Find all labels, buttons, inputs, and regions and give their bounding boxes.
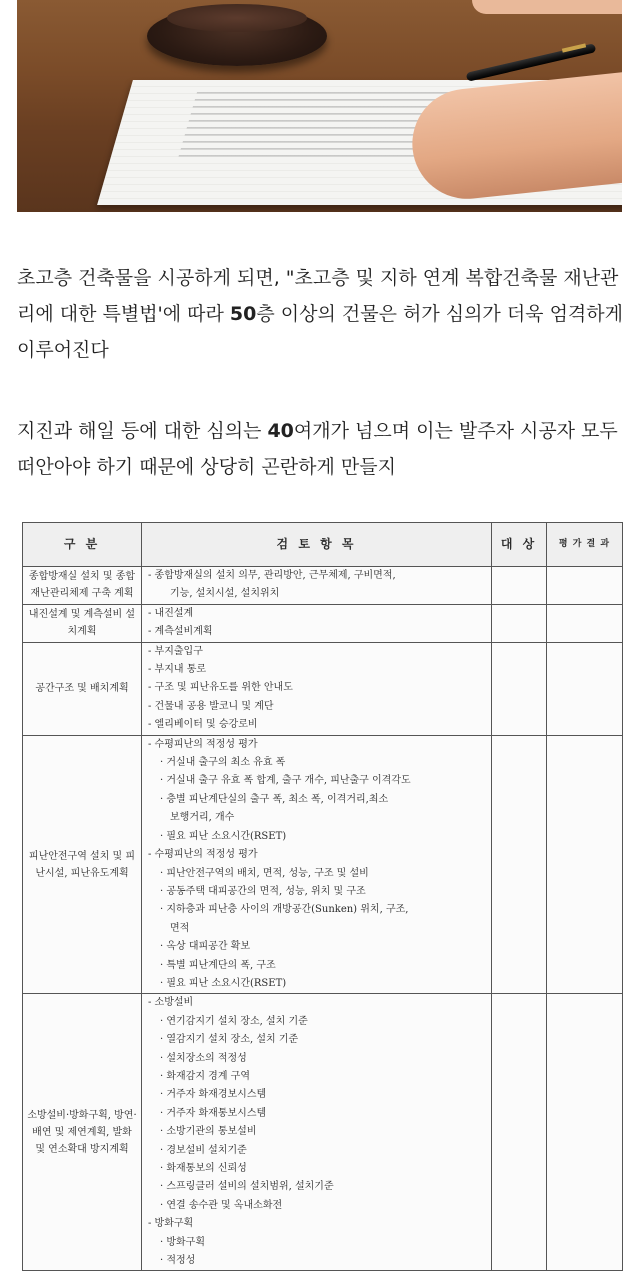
target-cell <box>492 994 547 1271</box>
target-cell <box>492 735 547 994</box>
table-header-row <box>23 523 623 567</box>
row-category: 공간구조 및 배치계획 <box>23 642 142 735</box>
table-row <box>23 735 623 994</box>
row-category: 종합방재실 설치 및 종합재난관리체제 구축 계획 <box>23 567 142 605</box>
list-item: - 내진설계 <box>148 607 194 619</box>
row-category: 피난안전구역 설치 및 피난시설, 피난유도계획 <box>23 735 142 994</box>
list-item: - 수평피난의 적정성 평가 <box>148 738 258 750</box>
row-items <box>142 604 492 642</box>
list-item: - 구조 및 피난유도를 위한 안내도 <box>148 682 293 694</box>
list-item: · 옥상 대피공간 확보 <box>160 941 250 953</box>
list-item: - 소방설비 <box>148 997 194 1009</box>
header-result: 평 가 결 과 <box>547 523 623 567</box>
list-item: · 방화구획 <box>160 1236 205 1248</box>
table-row <box>23 567 623 605</box>
result-cell <box>547 994 623 1271</box>
list-item: · 화재통보의 신뢰성 <box>160 1163 247 1174</box>
list-item: · 공동주택 대피공간의 면적, 성능, 위치 및 구조 <box>160 885 366 897</box>
row-items <box>142 642 492 735</box>
list-item: · 거실내 출구의 최소 유효 폭 <box>160 757 286 769</box>
header-target: 대 상 <box>492 523 547 567</box>
list-item: · 화재감지 경계 구역 <box>160 1070 250 1082</box>
table-row <box>23 604 623 642</box>
list-item: - 건물내 공용 발코니 및 계단 <box>148 700 274 712</box>
list-item: - 계측설비계획 <box>148 626 213 638</box>
list-item: - 부지내 통로 <box>148 664 207 676</box>
list-item: - 종합방재실의 설치 의무, 관리방안, 근무체제, 구비면적, <box>148 570 396 581</box>
list-item: - 방화구획 <box>148 1218 194 1230</box>
list-item: · 거주자 화재통보시스템 <box>160 1107 267 1119</box>
result-cell <box>547 567 623 605</box>
row-category: 소방설비·방화구획, 방연·배연 및 제연계획, 발화 및 연소확대 방지계획 <box>23 994 142 1271</box>
list-item: · 필요 피난 소요시간(RSET) <box>160 830 287 842</box>
list-item: 기능, 설치시설, 설치위치 <box>170 588 280 600</box>
row-items <box>142 735 492 994</box>
list-item: - 수평피난의 적정성 평가 <box>148 849 258 861</box>
row-category: 내진설계 및 계측설비 설치계획 <box>23 604 142 642</box>
paragraph-review-count: 지진과 해일 등에 대한 심의는 40여개가 넘으며 이는 발주자 시공자 모두 떠안아야 하기 때문에 상당히 곤란하게 만들지 <box>17 420 618 478</box>
target-cell <box>492 567 547 605</box>
hand-top <box>472 0 622 14</box>
list-item: · 연기감지기 설치 장소, 설치 기준 <box>160 1015 308 1027</box>
list-item: 면적 <box>170 922 190 934</box>
list-item: · 설치장소의 적정성 <box>160 1052 247 1064</box>
list-item: · 연결 송수관 및 옥내소화전 <box>160 1199 283 1211</box>
list-item: · 적정성 <box>160 1255 196 1267</box>
list-item: · 경보설비 설치기준 <box>160 1144 247 1156</box>
header-photo <box>17 0 622 212</box>
row-items <box>142 567 492 605</box>
list-item: · 소방기관의 통보설비 <box>160 1126 257 1138</box>
list-item: · 피난안전구역의 배치, 면적, 성능, 구조 및 설비 <box>160 867 369 879</box>
floor-count: 50 <box>229 303 257 325</box>
row-items <box>142 994 492 1271</box>
result-cell <box>547 735 623 994</box>
gavel-block-top <box>167 4 307 32</box>
review-count: 40 <box>267 420 294 442</box>
list-item: · 거실내 출구 유효 폭 합계, 출구 개수, 피난출구 이격각도 <box>160 775 411 787</box>
header-category: 구 분 <box>23 523 142 567</box>
review-checklist-table <box>22 522 623 1271</box>
list-item: - 엘리베이터 및 승강로비 <box>148 719 258 731</box>
table-row <box>23 642 623 735</box>
table-row <box>23 994 623 1271</box>
list-item: · 층별 피난계단실의 출구 폭, 최소 폭, 이격거리,최소 <box>160 793 389 805</box>
result-cell <box>547 642 623 735</box>
paragraph-special-law: 초고층 건축물을 시공하게 되면, "초고층 및 지하 연계 복합건축물 재난관리에 대한 특별법'에 따라 50층 이상의 건물은 허가 심의가 더욱 엄격하게 이루어진다 <box>17 267 623 361</box>
list-item: · 특별 피난계단의 폭, 구조 <box>160 959 276 971</box>
list-item: · 필요 피난 소요시간(RSET) <box>160 977 287 989</box>
target-cell <box>492 642 547 735</box>
list-item: · 열감지기 설치 장소, 설치 기준 <box>160 1034 299 1046</box>
target-cell <box>492 604 547 642</box>
list-item: - 부지출입구 <box>148 645 203 657</box>
list-item: · 스프링클러 설비의 설치범위, 설치기준 <box>160 1181 334 1193</box>
header-review-items: 검 토 항 목 <box>142 523 492 567</box>
result-cell <box>547 604 623 642</box>
list-item: · 거주자 화재경보시스템 <box>160 1089 267 1101</box>
list-item: · 지하층과 피난층 사이의 개방공간(Sunken) 위치, 구조, <box>160 904 409 916</box>
list-item: 보행거리, 개수 <box>170 812 235 824</box>
